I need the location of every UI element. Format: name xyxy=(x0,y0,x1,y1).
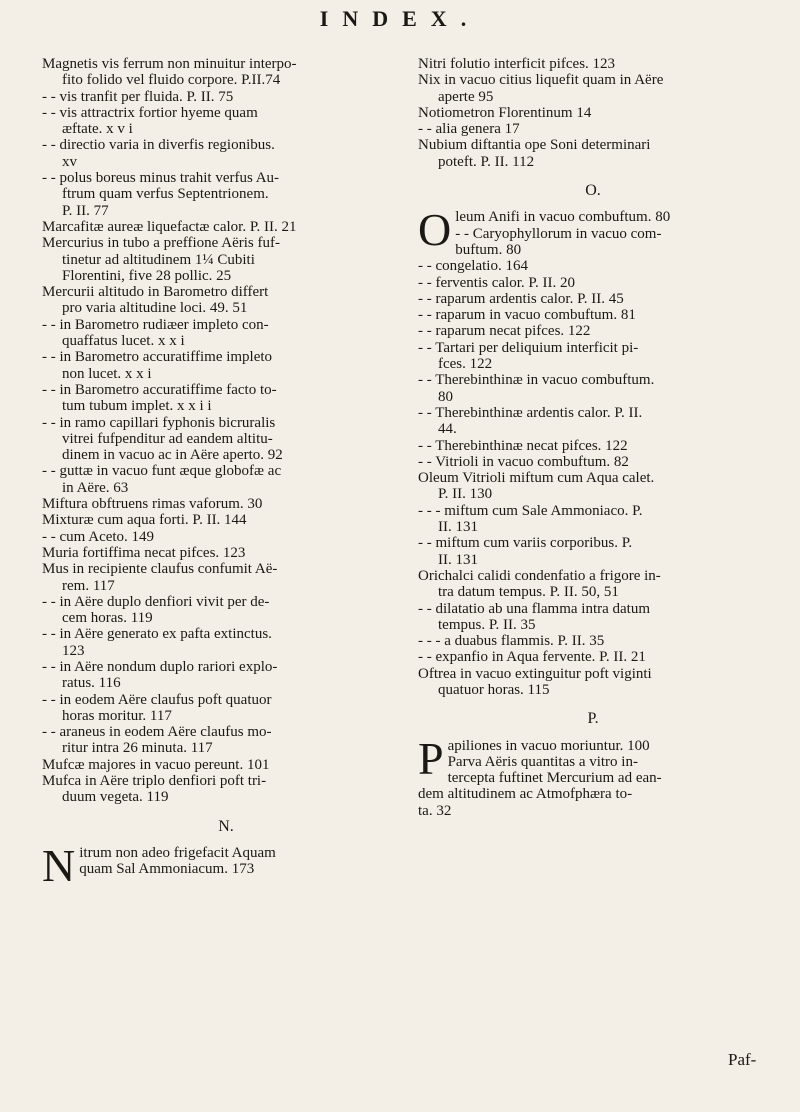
index-line: 44. xyxy=(438,421,457,438)
n-entry-line-1: itrum non adeo frigefacit Aquam xyxy=(79,844,276,861)
index-line: - - congelatio. 164 xyxy=(418,258,528,275)
index-line: - - vis attractrix fortior hyeme quam xyxy=(42,104,258,121)
index-line: Mus in recipiente claufus confumit Aë- xyxy=(42,561,278,578)
index-line: - - directio varia in diverfis regionibus. xyxy=(42,137,275,154)
right-entries-o xyxy=(418,258,768,698)
dropcap-n: N xyxy=(42,839,76,891)
index-line: Mercurii altitudo in Barometro differt xyxy=(42,284,269,301)
index-line: - - in eodem Aëre claufus poft quatuor xyxy=(42,691,272,708)
index-line: Miftura obftruens rimas vaforum. 30 xyxy=(42,496,263,513)
section-o-heading: O. xyxy=(585,182,601,200)
index-line: - - in Aëre nondum duplo rariori explo- xyxy=(42,658,278,675)
index-line: quatuor horas. 115 xyxy=(438,681,550,698)
index-line: - - - miftum cum Sale Ammoniaco. P. xyxy=(418,502,643,519)
section-n-heading: N. xyxy=(218,817,234,835)
index-line: tinetur ad altitudinem 1¼ Cubiti xyxy=(62,251,255,268)
index-line: - - vis tranfit per fluida. P. II. 75 xyxy=(42,88,234,105)
index-line: pro varia altitudine loci. 49. 51 xyxy=(62,300,248,317)
index-line: duum vegeta. 119 xyxy=(62,789,169,806)
index-line: non lucet. x x i xyxy=(62,365,152,382)
index-line: 80 xyxy=(438,388,453,405)
index-line: in Aëre. 63 xyxy=(62,479,129,496)
index-line: tum tubum implet. x x i i xyxy=(62,398,212,415)
left-column xyxy=(42,56,410,891)
index-line: horas moritur. 117 xyxy=(62,707,172,724)
index-line: Muria fortiffima necat pifces. 123 xyxy=(42,544,246,561)
index-line: Nubium diftantia ope Soni determinari xyxy=(418,137,651,154)
index-line: - - in Aëre duplo denfiori vivit per de- xyxy=(42,593,270,610)
index-line: - - in Barometro accuratiffime impleto xyxy=(42,349,273,366)
index-line: poteft. P. II. 112 xyxy=(438,153,535,170)
index-line: - - Therebinthinæ in vacuo combuftum. xyxy=(418,372,655,389)
index-line: Florentini, five 28 pollic. 25 xyxy=(62,267,232,284)
right-entries-n xyxy=(418,56,768,170)
o-entry-line-2: - - Caryophyllorum in vacuo com- xyxy=(455,225,662,242)
index-line: Orichalci calidi condenfatio a frigore in- xyxy=(418,567,661,584)
index-line: - - miftum cum variis corporibus. P. xyxy=(418,535,633,552)
index-line: - - raparum in vacuo combuftum. 81 xyxy=(418,307,636,324)
p-entry-line-4: dem altitudinem ac Atmofphæra to- xyxy=(418,786,633,803)
index-line: II. 131 xyxy=(438,551,478,568)
index-line: - - in Barometro rudiæer impleto con- xyxy=(42,316,269,333)
index-line: ritur intra 26 minuta. 117 xyxy=(62,740,213,757)
index-line: - - raparum necat pifces. 122 xyxy=(418,323,591,340)
index-line: aperte 95 xyxy=(438,88,494,105)
index-line: xv xyxy=(62,153,77,170)
index-line: - - araneus in eodem Aëre claufus mo- xyxy=(42,724,272,741)
index-line: Marcafitæ aureæ liquefactæ calor. P. II. 21 xyxy=(42,218,297,235)
index-line: - - cum Aceto. 149 xyxy=(42,528,155,545)
index-line: vitrei fufpenditur ad eandem altitu- xyxy=(62,430,273,447)
index-line: Nitri folutio interficit pifces. 123 xyxy=(418,56,616,72)
index-line: fito folido vel fluido corpore. P.II.74 xyxy=(62,72,281,89)
index-line: P. II. 130 xyxy=(438,486,493,503)
index-line: tra datum tempus. P. II. 50, 51 xyxy=(438,584,619,601)
o-entry xyxy=(418,204,768,258)
index-line: Mixturæ cum aqua forti. P. II. 144 xyxy=(42,512,247,529)
index-line: Mercurius in tubo a preffione Aëris fuf- xyxy=(42,235,280,252)
index-line: Mufcæ majores in vacuo pereunt. 101 xyxy=(42,756,270,773)
index-line: - - raparum ardentis calor. P. II. 45 xyxy=(418,290,624,307)
index-line: P. II. 77 xyxy=(62,202,109,219)
index-line: 123 xyxy=(62,642,85,659)
index-line: - - dilatatio ab una flamma intra datum xyxy=(418,600,651,617)
index-line: II. 131 xyxy=(438,519,478,536)
index-line: ratus. 116 xyxy=(62,675,121,692)
section-p-heading: P. xyxy=(587,710,599,728)
n-entry-line-2: quam Sal Ammoniacum. 173 xyxy=(79,861,255,878)
dropcap-p: P xyxy=(418,732,444,784)
index-line: - - in Aëre generato ex pafta extinctus. xyxy=(42,626,272,643)
left-entries xyxy=(42,56,410,806)
p-entry-line-3: tercepta fuftinet Mercurium ad ean- xyxy=(447,770,662,787)
p-entry-line-1: apiliones in vacuo moriuntur. 100 xyxy=(447,737,650,754)
dropcap-o: O xyxy=(418,204,452,256)
index-line: Notiometron Florentinum 14 xyxy=(418,104,592,121)
o-entry-line-1: leum Anifi in vacuo combuftum. 80 xyxy=(455,209,671,226)
p-entry xyxy=(418,732,768,819)
index-line: tempus. P. II. 35 xyxy=(438,616,536,633)
index-line: quaffatus lucet. x x i xyxy=(62,333,185,350)
index-line: fces. 122 xyxy=(438,356,493,373)
index-line: - - in Barometro accuratiffime facto to- xyxy=(42,381,277,398)
p-entry-line-5: ta. 32 xyxy=(418,802,452,819)
index-line: Nix in vacuo citius liquefit quam in Aëre xyxy=(418,72,664,89)
index-line: - - guttæ in vacuo funt æque globofæ ac xyxy=(42,463,282,480)
index-line: dinem in vacuo ac in Aëre aperto. 92 xyxy=(62,447,283,464)
index-line: ftrum quam verfus Septentrionem. xyxy=(62,186,269,203)
index-line: cem horas. 119 xyxy=(62,610,153,627)
index-line: - - ferventis calor. P. II. 20 xyxy=(418,274,576,291)
index-header: INDEX. xyxy=(319,6,481,31)
index-line: - - alia genera 17 xyxy=(418,121,520,138)
index-line: Magnetis vis ferrum non minuitur interpo- xyxy=(42,56,297,72)
index-line: Mufca in Aëre triplo denfiori poft tri- xyxy=(42,773,267,790)
right-column xyxy=(418,56,768,819)
index-line: - - Tartari per deliquium interficit pi- xyxy=(418,339,639,356)
catchword: Paf- xyxy=(728,1050,757,1069)
index-line: æftate. x v i xyxy=(62,121,133,138)
index-line: rem. 117 xyxy=(62,577,115,594)
index-line: - - polus boreus minus trahit verfus Au- xyxy=(42,170,280,187)
index-line: - - Vitrioli in vacuo combuftum. 82 xyxy=(418,453,629,470)
index-line: Oftrea in vacuo extinguitur poft viginti xyxy=(418,665,652,682)
index-line: - - Therebinthinæ necat pifces. 122 xyxy=(418,437,628,454)
o-entry-line-3: buftum. 80 xyxy=(455,241,522,258)
index-line: - - - a duabus flammis. P. II. 35 xyxy=(418,633,605,650)
index-line: Oleum Vitrioli miftum cum Aqua calet. xyxy=(418,470,655,487)
index-line: - - expanfio in Aqua fervente. P. II. 21 xyxy=(418,649,646,666)
p-entry-line-2: Parva Aëris quantitas a vitro in- xyxy=(447,753,638,770)
index-line: - - in ramo capillari fyphonis bicruralis xyxy=(42,414,276,431)
n-entry xyxy=(42,839,410,891)
index-line: - - Therebinthinæ ardentis calor. P. II. xyxy=(418,404,643,421)
